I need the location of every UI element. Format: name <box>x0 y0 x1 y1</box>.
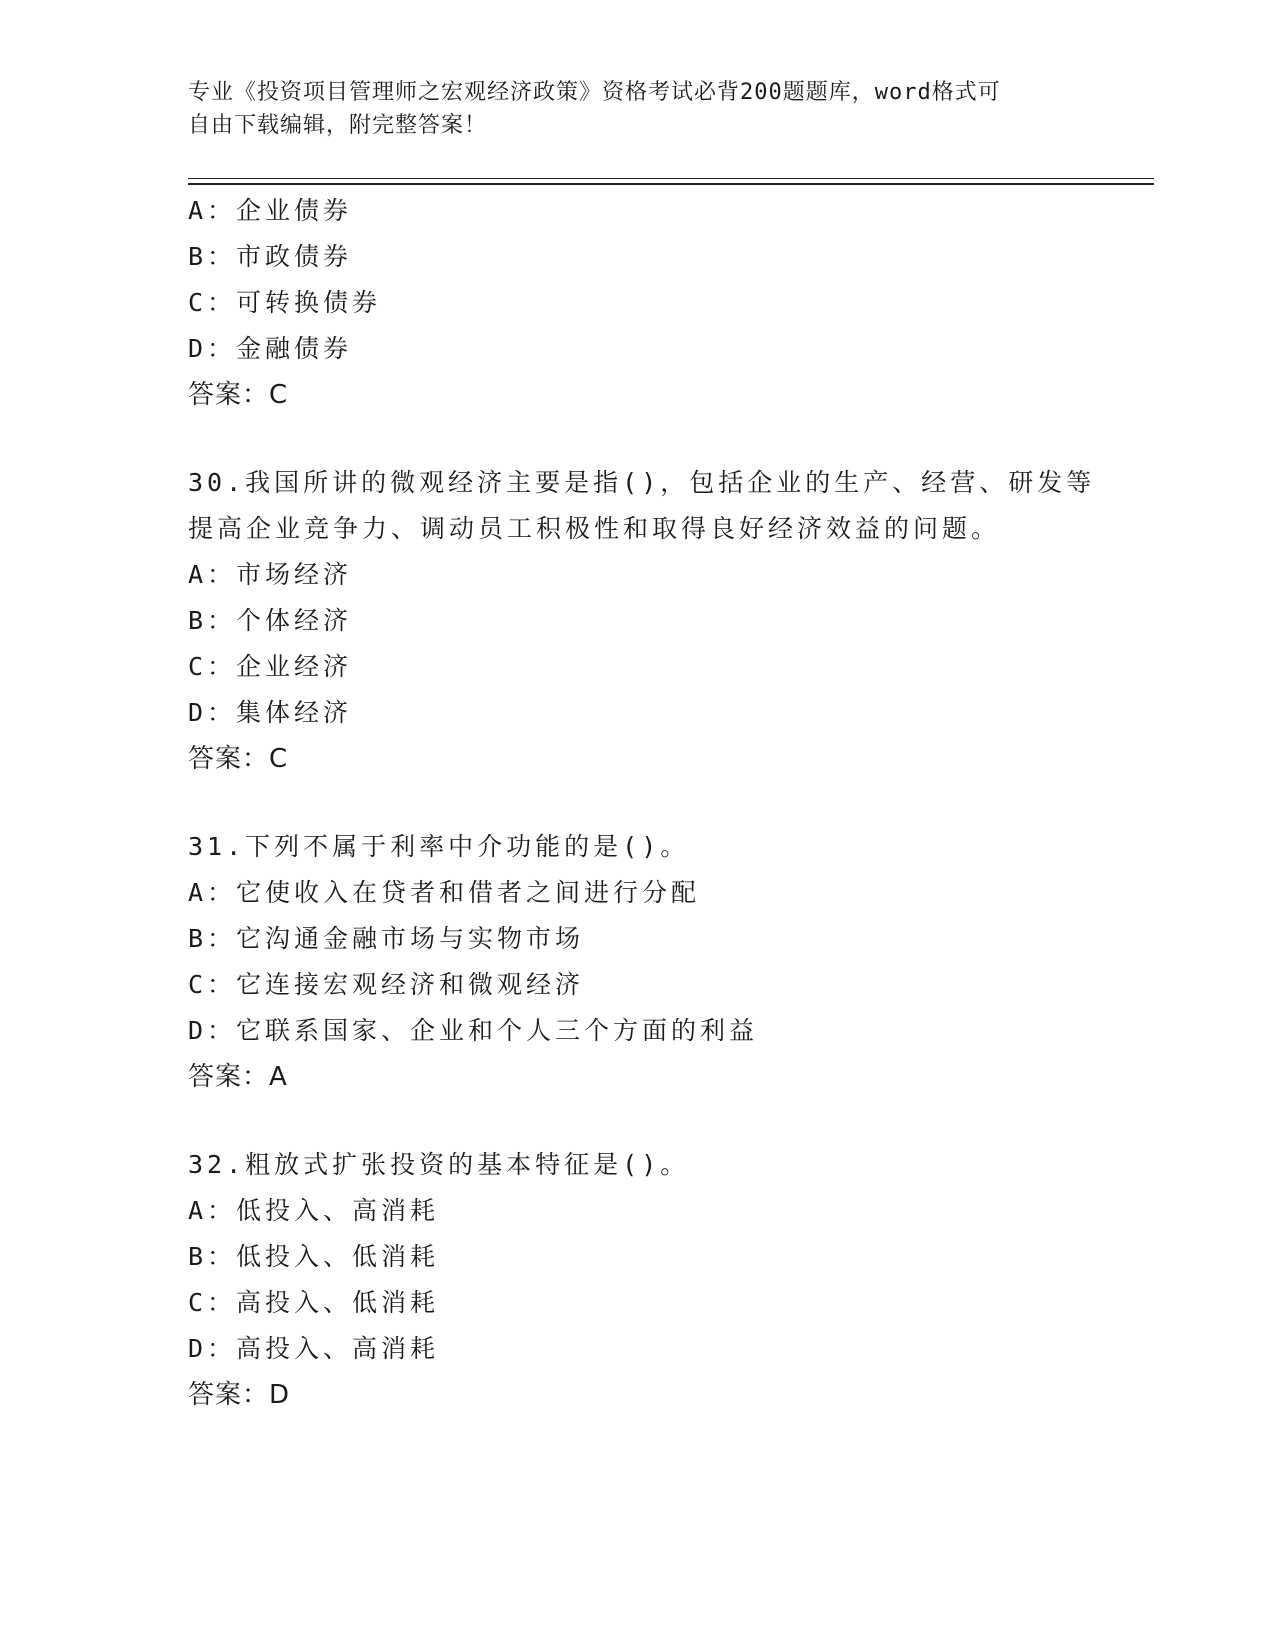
question-block-32 <box>188 1142 1088 1418</box>
option-a: A：它使收入在贷者和借者之间进行分配 <box>188 878 701 907</box>
question-block-30 <box>188 460 1096 782</box>
option-b: B：低投入、低消耗 <box>188 1242 440 1271</box>
header-line-2: 自由下载编辑，附完整答案！ <box>188 113 488 138</box>
header-divider-thick <box>188 183 1154 185</box>
option-a: A：低投入、高消耗 <box>188 1196 440 1225</box>
option-a: A：企业债券 <box>188 196 353 225</box>
document-header <box>188 76 1068 142</box>
answer-line: 答案：D <box>188 1380 291 1410</box>
option-d: D：它联系国家、企业和个人三个方面的利益 <box>188 1016 759 1045</box>
option-c: C：企业经济 <box>188 652 353 681</box>
question-stem-continued: 提高企业竞争力、调动员工积极性和取得良好经济效益的问题。 <box>188 514 1001 543</box>
option-d: D：集体经济 <box>188 698 353 727</box>
answer-line: 答案：C <box>188 744 289 774</box>
answer-line: 答案：C <box>188 380 289 410</box>
question-stem: 30.我国所讲的微观经济主要是指()，包括企业的生产、经营、研发等 <box>188 468 1096 497</box>
option-c: C：高投入、低消耗 <box>188 1288 440 1317</box>
option-a: A：市场经济 <box>188 560 353 589</box>
option-d: D：高投入、高消耗 <box>188 1334 440 1363</box>
question-block-31 <box>188 824 1088 1100</box>
option-c: C：它连接宏观经济和微观经济 <box>188 970 585 999</box>
answer-line: 答案：A <box>188 1062 288 1092</box>
option-c: C：可转换债券 <box>188 288 382 317</box>
question-stem: 31.下列不属于利率中介功能的是()。 <box>188 832 690 861</box>
option-d: D：金融债券 <box>188 334 353 363</box>
option-b: B：个体经济 <box>188 606 353 635</box>
header-divider-thin <box>188 178 1154 179</box>
question-block-29 <box>188 188 1088 418</box>
question-list <box>188 188 1096 1418</box>
question-stem: 32.粗放式扩张投资的基本特征是()。 <box>188 1150 690 1179</box>
option-b: B：市政债券 <box>188 242 353 271</box>
header-line-1: 专业《投资项目管理师之宏观经济政策》资格考试必背200题题库，word格式可 <box>188 80 1001 105</box>
option-b: B：它沟通金融市场与实物市场 <box>188 924 585 953</box>
